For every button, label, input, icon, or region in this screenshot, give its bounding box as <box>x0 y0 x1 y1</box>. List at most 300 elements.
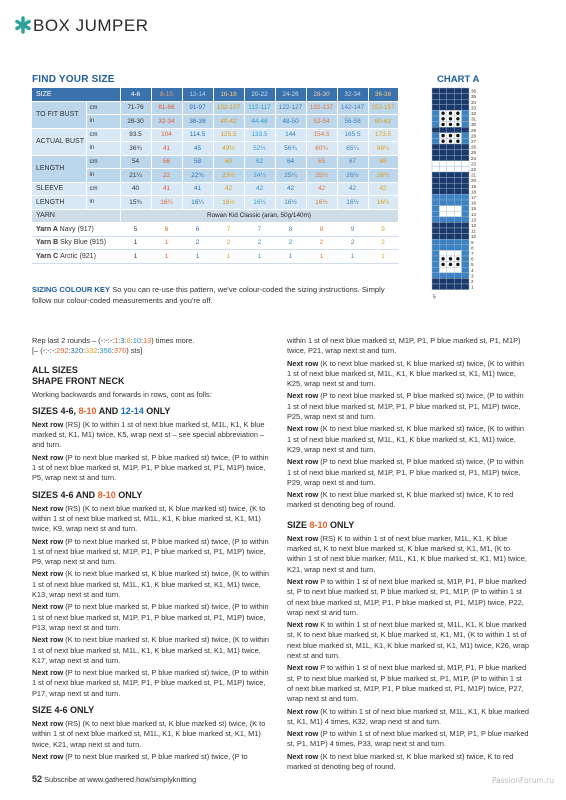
chart-cell <box>432 234 439 240</box>
instruction-row: Next row (RS) K to within 1 st of next blue marker, M1L, K1, K blue marked st, K to next blue marked st, K blue marked st, K1, M1, (K to within 1 st of next blue marker, M1L, K1, K blue marked st, K1, M1) twice, K21, wrap next st and turn. <box>287 533 527 574</box>
size-value-cell: 91-97 <box>182 101 213 115</box>
size-value-cell: 54 <box>120 155 151 169</box>
row-label: LENGTH <box>32 196 86 210</box>
chart-row-number: 25 <box>471 150 477 156</box>
size-value-cell: 64 <box>275 155 306 169</box>
chart-cell <box>432 116 439 122</box>
chart-cell <box>432 250 439 256</box>
chart-dot <box>456 257 459 260</box>
chart-cell <box>447 273 454 279</box>
yarn-row-label <box>32 223 120 237</box>
instruction-row: Next row (P to next blue marked st, P blue marked st) twice, (P to within 1 st of next blue marked st, M1P, P1, P blue marked st, P1, M1P) twice, P13, wrap next st and turn. <box>32 602 269 632</box>
page-header <box>0 0 566 40</box>
yarn-amount-cell: 9 <box>337 223 368 237</box>
yarn-amount-cell: 6 <box>182 223 213 237</box>
instruction-row: Next row (P to within 1 st of next blue marked st, M1P, P1, P blue marked st, P1, M1P) 4 times, P33, wrap next st and turn. <box>287 729 529 749</box>
size-value-cell: 16½ <box>306 196 337 210</box>
chart-cell <box>432 284 439 290</box>
chart-cell <box>447 172 454 178</box>
chart-dot <box>449 257 452 260</box>
chart-cell <box>454 178 461 184</box>
chart-cell <box>454 278 461 284</box>
chart-cell <box>447 234 454 240</box>
yarn-label: YARN <box>32 209 120 223</box>
size-header-cell: 24-26 <box>275 88 306 101</box>
size-value-cell: 15¾ <box>120 196 151 210</box>
section-heading-sizes: SIZES 4-6 AND 8-10 ONLY <box>32 489 143 500</box>
key-text: So you can re-use this pattern, we've colour-coded the sizing instructions. Simply follow our colour-coded measurements and you're off. <box>32 285 385 305</box>
yarn-amount-cell: 1 <box>337 250 368 264</box>
size-value-cell: 58 <box>182 155 213 169</box>
chart-cell <box>432 127 439 133</box>
size-value-cell: 23½ <box>213 169 244 183</box>
chart-row-number: 1 <box>471 284 474 290</box>
size-value-cell: 16½ <box>275 196 306 210</box>
chart-cell <box>447 211 454 217</box>
chart-cell <box>462 183 469 189</box>
chart-cell <box>432 183 439 189</box>
size-value-cell: 25½ <box>306 169 337 183</box>
instruction-row: Next row (P to next blue marked st, P blue marked st) twice, (P to within 1 st of next blue marked st, M1P, P1, P blue marked st, P1, M1P) twice, P29, wrap next st and turn. <box>287 457 524 487</box>
chart-cell <box>462 94 469 100</box>
chart-cell <box>439 150 446 156</box>
chart-cell <box>454 144 461 150</box>
yarn-amount-cell: 8 <box>306 223 337 237</box>
size-table-row <box>32 182 398 196</box>
instruction-row: Next row (K to next blue marked st, K blue marked st) twice, (K to within 1 st of next blue marked st, M1L, K1, K blue marked st, K1, M1) twice, K17, wrap next st and turn. <box>32 635 270 665</box>
chart-cell <box>447 228 454 234</box>
chart-cell <box>447 278 454 284</box>
size-table-row <box>32 155 398 169</box>
chart-cell <box>432 222 439 228</box>
chart-cell <box>454 200 461 206</box>
chart-cell <box>447 222 454 228</box>
chart-cell <box>447 217 454 223</box>
chart-cell <box>454 105 461 111</box>
chart-row-number: 36 <box>471 88 477 94</box>
yarn-amount-cell: 2 <box>337 236 368 250</box>
chart-cell <box>439 127 446 133</box>
size-value-cell: 65 <box>306 155 337 169</box>
instruction-row: Next row (K to within 1 st of next blue marked st, M1L, K1, K blue marked st, K1, M1) 4 times, K32, wrap next st and turn. <box>287 706 529 726</box>
chart-row-number: 21 <box>471 172 477 178</box>
chart-row-number: 20 <box>471 178 477 184</box>
yarn-amount-cell: 5 <box>120 223 151 237</box>
chart-cell <box>462 99 469 105</box>
chart-row-number: 35 <box>471 94 477 100</box>
chart-cell <box>454 284 461 290</box>
chart-cell <box>462 110 469 116</box>
size-value-cell: 65¼ <box>337 142 368 156</box>
chart-cell <box>439 217 446 223</box>
chart-cell <box>439 99 446 105</box>
chart-cell <box>439 234 446 240</box>
chart-row-number: 13 <box>471 217 477 223</box>
yarn-amount-cell: 1 <box>306 250 337 264</box>
size-value-cell: 60-62 <box>368 115 398 129</box>
chart-cell <box>439 161 446 167</box>
size-value-cell: 68 <box>368 155 398 169</box>
chart-cell <box>462 116 469 122</box>
size-value-cell: 71-76 <box>120 101 151 115</box>
chart-cell <box>462 166 469 172</box>
size-value-cell: 26½ <box>337 169 368 183</box>
chart-cell <box>462 245 469 251</box>
chart-cell <box>439 245 446 251</box>
chart-cell <box>447 189 454 195</box>
chart-row-number: 4 <box>471 267 474 273</box>
chart-cell <box>462 250 469 256</box>
chart-cell <box>454 127 461 133</box>
size-header-cell: 12-14 <box>182 88 213 101</box>
chart-cell <box>454 155 461 161</box>
row-label: TO FIT BUST <box>32 101 86 128</box>
size-section-heading: FIND YOUR SIZE <box>32 74 115 85</box>
size-value-cell: 41 <box>151 182 182 196</box>
chart-cell <box>439 144 446 150</box>
size-value-cell: 104 <box>151 128 182 142</box>
size-value-cell: 42 <box>213 182 244 196</box>
chart-cell <box>439 183 446 189</box>
yarn-amount-cell: 1 <box>275 250 306 264</box>
chart-dot <box>449 117 452 120</box>
size-value-cell: 32-34 <box>151 115 182 129</box>
chart-cell <box>432 256 439 262</box>
chart-cell <box>454 211 461 217</box>
yarn-amount-cell: 2 <box>213 236 244 250</box>
chart-row-number: 5 <box>471 262 474 268</box>
chart-cell <box>439 105 446 111</box>
chart-cell <box>454 234 461 240</box>
chart-cell <box>454 228 461 234</box>
chart-cell <box>432 166 439 172</box>
yarn-amount-cell: 1 <box>244 250 275 264</box>
chart-cell <box>462 144 469 150</box>
yarn-amount-cell: 8 <box>275 223 306 237</box>
chart-row-number: 31 <box>471 116 477 122</box>
chart-cell <box>462 278 469 284</box>
yarn-amount-cell: 1 <box>151 250 182 264</box>
chart-cell <box>432 150 439 156</box>
size-value-cell: 165.5 <box>337 128 368 142</box>
chart-row-number: 24 <box>471 155 477 161</box>
yarn-amount-cell: 7 <box>244 223 275 237</box>
text-column-right <box>287 336 529 774</box>
page-number: 52 <box>32 774 43 784</box>
yarn-id: Yarn A <box>36 225 60 233</box>
row-label: SLEEVE <box>32 182 86 196</box>
page-footer <box>32 774 196 784</box>
sizing-colour-key <box>32 284 404 306</box>
chart-cell <box>432 211 439 217</box>
chart-cell <box>439 228 446 234</box>
chart-dot <box>449 140 452 143</box>
chart-row-number: 30 <box>471 122 477 128</box>
instruction-row: Next row (P to next blue marked st, P blue marked st) twice, (P to within 1 st of next blue marked st, M1P, P1, P blue marked st, P1, M1P) twice, P17, wrap next st and turn. <box>32 668 269 698</box>
chart-dot <box>441 123 444 126</box>
chart-cell <box>454 194 461 200</box>
chart-cell <box>447 127 454 133</box>
size-value-cell: 112-117 <box>244 101 275 115</box>
chart-cell <box>447 206 454 212</box>
size-value-cell: 16½ <box>244 196 275 210</box>
size-value-cell: 52½ <box>244 142 275 156</box>
size-header-cell: 8-10 <box>151 88 182 101</box>
yarn-amount-cell: 1 <box>213 250 244 264</box>
size-value-cell: 42 <box>337 182 368 196</box>
size-value-cell: 36-38 <box>182 115 213 129</box>
size-value-cell: 132-137 <box>306 101 337 115</box>
size-value-cell: 60¾ <box>306 142 337 156</box>
yarn-amount-cell: 2 <box>275 236 306 250</box>
size-value-cell: 21¼ <box>120 169 151 183</box>
chart-cell <box>462 211 469 217</box>
chart-cell <box>432 161 439 167</box>
section-heading-all-sizes: ALL SIZES SHAPE FRONT NECK <box>32 364 125 386</box>
paragraph: Working backwards and forwards in rows, cont as folls: <box>32 389 212 399</box>
chart-cell <box>454 99 461 105</box>
size-value-cell: 81-86 <box>151 101 182 115</box>
chart-cell <box>462 189 469 195</box>
yarn-amount-cell: 7 <box>213 223 244 237</box>
subscribe-link[interactable]: Subscribe at www.gathered.how/simplyknitting <box>44 775 197 784</box>
chart-cell <box>454 150 461 156</box>
chart-cell <box>447 99 454 105</box>
chart-cell <box>439 284 446 290</box>
chart-cell <box>432 278 439 284</box>
chart-cell <box>454 161 461 167</box>
chart-cell <box>432 94 439 100</box>
chart-cell <box>439 278 446 284</box>
chart-cell <box>462 88 469 94</box>
instruction-row: Next row (K to next blue marked st, K blue marked st) twice, (K to within 1 st of next blue marked st, M1L, K1, K blue marked st, K1, M1) twice, K25, wrap next st and turn. <box>287 358 525 389</box>
chart-row-number: 15 <box>471 206 477 212</box>
yarn-colour: Sky Blue (915) <box>60 239 107 247</box>
instruction-row: Next row (P to next blue marked st, P blue marked st) twice, (P to within 1 st of next blue marked st, M1P, P1, P blue marked st, P1, M1P) twice, P9, wrap next st and turn. <box>32 536 269 567</box>
chart-row-number: 19 <box>471 183 477 189</box>
chart-dot <box>449 112 452 115</box>
chart-title: CHART A <box>437 74 480 85</box>
unit-cell: in <box>86 196 120 210</box>
instruction-row: within 1 st of next blue marked st, M1P, P1, P blue marked st, P1, M1P) twice, P21, wrap next st and turn. <box>287 336 521 356</box>
chart-stitch-count: 5 <box>433 294 436 301</box>
yarn-header-row <box>32 209 398 223</box>
chart-cell <box>447 245 454 251</box>
size-table-row <box>32 169 398 183</box>
chart-cell <box>462 206 469 212</box>
instruction-row: Next row K to within 1 st of next blue marked st, M1L, K1, K blue marked st, K to next blue marked st, K blue marked st, K1, M1, (K to within 1 st of next blue marked st, M1L, K1, K blue marked st, K1, M1) twice, K26, wrap next st and turn. <box>287 620 529 661</box>
chart-dot <box>456 123 459 126</box>
size-value-cell: 16½ <box>368 196 398 210</box>
chart-cell <box>432 105 439 111</box>
size-value-cell: 44-46 <box>244 115 275 129</box>
chart-cell <box>454 267 461 273</box>
yarn-id: Yarn C <box>36 252 61 260</box>
chart-row-number: 10 <box>471 234 477 240</box>
size-value-cell: 22¾ <box>182 169 213 183</box>
chart-row-number: 27 <box>471 139 477 144</box>
unit-cell: in <box>86 115 120 129</box>
chart-cell <box>454 94 461 100</box>
chart-cell <box>454 206 461 212</box>
chart-cell <box>454 245 461 251</box>
yarn-colour: Navy (917) <box>59 225 94 233</box>
chart-cell <box>439 166 446 172</box>
chart-row-number: 8 <box>471 245 474 251</box>
size-value-cell: 60 <box>213 155 244 169</box>
chart-dot <box>449 134 452 137</box>
chart-cell <box>432 189 439 195</box>
yarn-amount-cell: 9 <box>368 223 398 237</box>
key-heading: SIZING COLOUR KEY <box>32 285 111 294</box>
yarn-amount-cell: 2 <box>368 236 398 250</box>
section-heading-size: SIZE 8-10 ONLY <box>287 519 355 530</box>
size-table <box>32 88 399 264</box>
section-heading-sizes: SIZES 4-6, 8-10 AND 12-14 ONLY <box>32 405 171 416</box>
chart-cell <box>454 166 461 172</box>
yarn-colour: Arctic (921) <box>60 252 96 260</box>
yarn-id: Yarn B <box>36 239 61 247</box>
yarn-amount-cell: 2 <box>306 236 337 250</box>
chart-cell <box>447 267 454 273</box>
chart-cell <box>454 273 461 279</box>
chart-cell <box>432 99 439 105</box>
chart-cell <box>439 200 446 206</box>
size-value-cell: 56 <box>151 155 182 169</box>
chart-cell <box>432 200 439 206</box>
chart-cell <box>439 222 446 228</box>
chart-dot <box>456 140 459 143</box>
chart-row-number: 17 <box>471 195 477 200</box>
chart-cell <box>462 228 469 234</box>
chart-row-number: 9 <box>471 239 474 245</box>
yarn-amount-cell: 1 <box>182 250 213 264</box>
chart-row-number: 14 <box>471 211 477 217</box>
chart-cell <box>432 239 439 245</box>
chart-cell <box>432 155 439 161</box>
size-value-cell: 41 <box>182 182 213 196</box>
size-value-cell: 68¼ <box>368 142 398 156</box>
size-header-label: SIZE <box>32 88 120 101</box>
chart-cell <box>462 178 469 184</box>
chart-cell <box>462 234 469 240</box>
chart-dot <box>441 112 444 115</box>
unit-cell: cm <box>86 182 120 196</box>
chart-row-number: 3 <box>471 273 474 279</box>
chart-cell <box>447 155 454 161</box>
chart-cell <box>439 155 446 161</box>
chart-row-number: 23 <box>471 161 477 167</box>
chart-cell <box>432 133 439 139</box>
size-value-cell: 67 <box>337 155 368 169</box>
unit-cell: cm <box>86 101 120 115</box>
asterisk-icon <box>14 16 32 34</box>
instruction-row: Next row (RS) (K to within 1 st of next blue marked st, M1L, K1, K blue marked st, K1, M1) twice, K5, wrap next st – see special abbreviation – and turn. <box>32 419 265 450</box>
size-value-cell: 36¾ <box>120 142 151 156</box>
chart-dot <box>456 134 459 137</box>
chart-row-number: 6 <box>471 256 474 262</box>
chart-cell <box>432 122 439 128</box>
size-header-cell: 16-18 <box>213 88 244 101</box>
size-value-cell: 154.5 <box>306 128 337 142</box>
chart-row-number: 18 <box>471 189 477 195</box>
instruction-row: Next row (K to next blue marked st, K blue marked st) twice, (K to within 1 st of next blue marked st, M1L, K1, K blue marked st, K1, M1) twice, K13, wrap next st and turn. <box>32 569 270 600</box>
chart-cell <box>462 217 469 223</box>
colourwork-chart <box>430 86 490 302</box>
chart-row-number: 2 <box>471 279 474 284</box>
size-value-cell: 22 <box>151 169 182 183</box>
chart-cell <box>462 122 469 128</box>
chart-dot <box>449 123 452 126</box>
chart-cell <box>447 250 454 256</box>
chart-cell <box>447 94 454 100</box>
size-table-row <box>32 142 398 156</box>
chart-cell <box>432 273 439 279</box>
chart-row-number: 33 <box>471 105 477 111</box>
chart-cell <box>462 267 469 273</box>
row-label: LENGTH <box>32 155 86 182</box>
yarn-name: Rowan Kid Classic (aran, 50g/140m) <box>120 209 398 223</box>
chart-cell <box>439 172 446 178</box>
yarn-amount-cell: 1 <box>120 236 151 250</box>
size-header-cell: 36-38 <box>368 88 398 101</box>
chart-cell <box>439 273 446 279</box>
size-table-row <box>32 101 398 115</box>
chart-cell <box>432 172 439 178</box>
chart-cell <box>462 273 469 279</box>
size-value-cell: 93.5 <box>120 128 151 142</box>
chart-cell <box>462 200 469 206</box>
size-value-cell: 56¾ <box>275 142 306 156</box>
size-value-cell: 152-157 <box>368 101 398 115</box>
chart-cell <box>447 144 454 150</box>
chart-cell <box>454 88 461 94</box>
size-value-cell: 122-127 <box>275 101 306 115</box>
size-value-cell: 102-107 <box>213 101 244 115</box>
size-table-row <box>32 128 398 142</box>
chart-cell <box>462 127 469 133</box>
chart-dot <box>441 257 444 260</box>
chart-cell <box>439 94 446 100</box>
instruction-row: Next row (P to next blue marked st, P blue marked st) twice, (P to within 1 st of next blue marked st, M1P, P1, P blue marked st, P1, M1P) twice, P25, wrap next st and turn. <box>287 391 524 422</box>
chart-cell <box>439 250 446 256</box>
unit-cell: cm <box>86 128 120 142</box>
chart-cell <box>432 228 439 234</box>
size-value-cell: 42 <box>368 182 398 196</box>
chart-cell <box>462 256 469 262</box>
instruction-row: Next row P to within 1 st of next blue marked st, M1P, P1, P blue marked st, P to next blue marked st, P blue marked st, P1, M1P, (P to within 1 st of next blue marked st, M1P, P1, P blue marked st, P1, M1P) twice, P22, wrap next st and turn. <box>287 576 527 617</box>
chart-row-number: 7 <box>471 251 474 256</box>
text-column-left <box>32 336 274 764</box>
chart-cell <box>439 267 446 273</box>
yarn-row <box>32 236 398 250</box>
size-value-cell: 49½ <box>213 142 244 156</box>
size-header-cell: 28-30 <box>306 88 337 101</box>
size-value-cell: 125.5 <box>213 128 244 142</box>
page-title: BOX JUMPER <box>33 16 149 35</box>
size-value-cell: 42 <box>306 182 337 196</box>
chart-cell <box>432 217 439 223</box>
chart-row-number: 34 <box>471 99 477 105</box>
chart-dot <box>441 140 444 143</box>
chart-cell <box>454 172 461 178</box>
size-value-cell: 24½ <box>244 169 275 183</box>
chart-cell <box>454 189 461 195</box>
chart-cell <box>462 194 469 200</box>
chart-cell <box>439 189 446 195</box>
size-value-cell: 142-147 <box>337 101 368 115</box>
chart-row-number: 28 <box>471 133 477 139</box>
